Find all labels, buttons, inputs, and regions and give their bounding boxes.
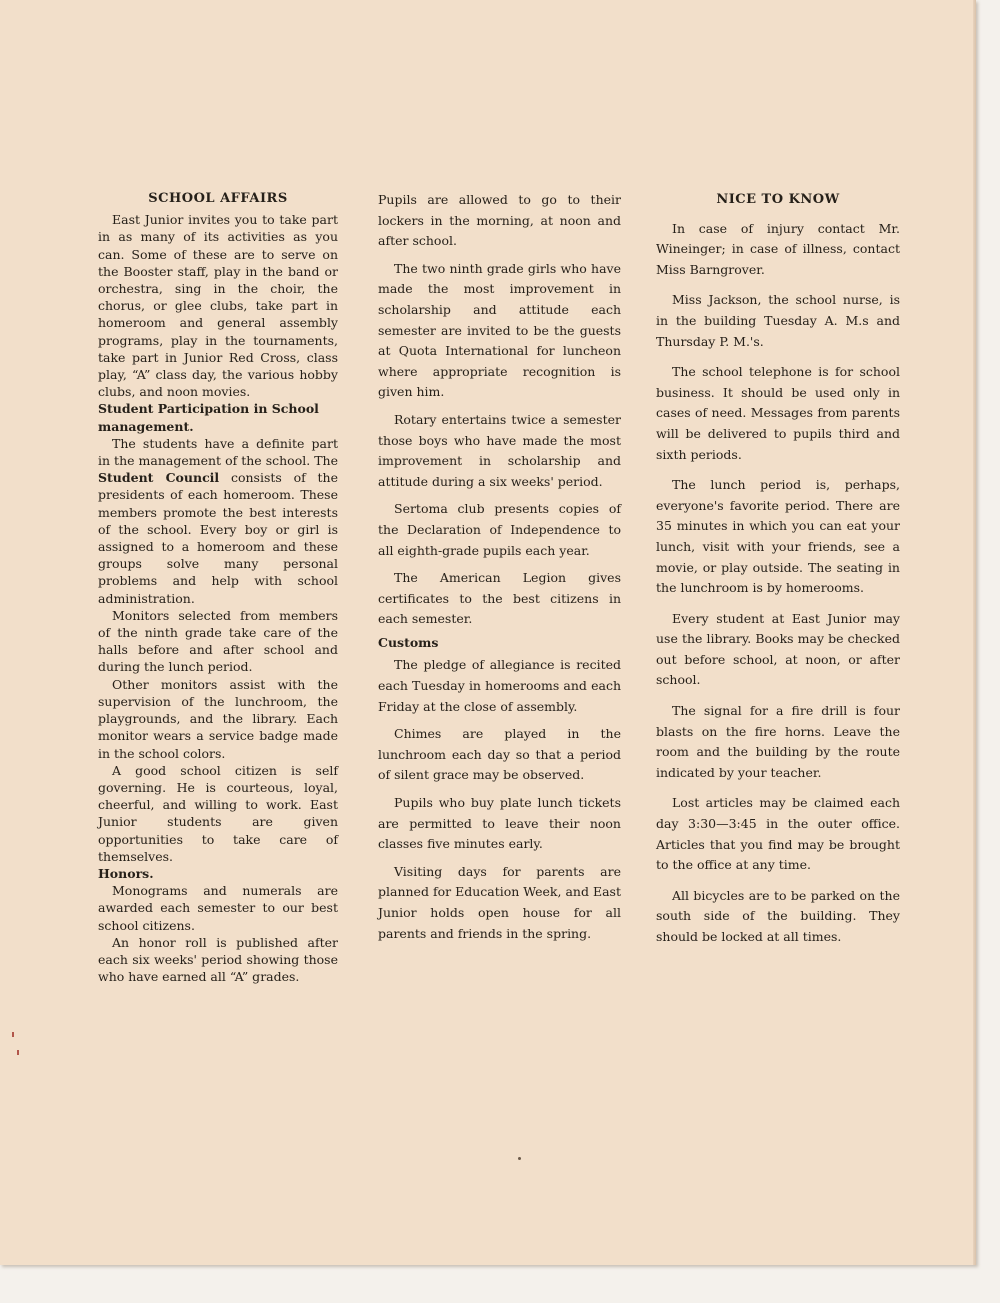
school-affairs-intro: East Junior invites you to take part in as many of its activities as you can. Some of these are to serve on the Booster staff, play in the band or orchestra, sing in the choir, the chorus, or glee clubs, take part in homeroom and general assembly programs, play in the tournaments, take part in Junior Red Cross, class play, “A” class day, the various hobby clubs, and noon movies. xyxy=(98,212,338,400)
bicycles-paragraph: All bicycles are to be parked on the south side of the building. They should be locked at all times. xyxy=(656,887,900,944)
telephone-paragraph: The school telephone is for school business. It should be used only in cases of need. Messages from parents will be delivered to pupils third and sixth periods. xyxy=(656,364,900,462)
student-council-paragraph xyxy=(98,435,338,607)
lunch-period-paragraph: The lunch period is, perhaps, everyone's favorite period. There are 35 minutes in which you can eat your lunch, visit with your friends, see a movie, or play outside. The seating in the lunchroom is by homerooms. xyxy=(656,477,900,596)
fire-drill-paragraph: The signal for a fire drill is four blasts on the fire horns. Leave the room and the building by the route indicated by your teacher. xyxy=(656,703,900,780)
activities-column xyxy=(378,190,621,951)
student-council-text-b: consists of the presidents of each homeroom. These members promote the best interests of the school. Every boy or girl is assigned to a homeroom and these groups solve many personal problems and help with school administration. xyxy=(98,470,338,606)
lockers-paragraph: Pupils are allowed to go to their lockers in the morning, at noon and after school. xyxy=(378,192,621,249)
margin-mark xyxy=(17,1050,19,1055)
school-affairs-title: SCHOOL AFFAIRS xyxy=(148,191,288,206)
student-council-text-a: The students have a definite part in the management of the school. The xyxy=(98,435,338,469)
student-participation-heading: Student Participation in School management. xyxy=(98,401,319,434)
nice-to-know-title: NICE TO KNOW xyxy=(716,192,840,207)
american-legion-paragraph: The American Legion gives certificates to the best citizens in each semester. xyxy=(378,570,621,627)
pledge-paragraph: The pledge of allegiance is recited each Tuesday in homerooms and each Friday at the close of assembly. xyxy=(378,657,621,714)
good-citizen-paragraph: A good school citizen is self governing. He is courteous, loyal, cheerful, and willing to work. East Junior students are given opportunities to take care of themselves. xyxy=(98,762,338,864)
visiting-days-paragraph: Visiting days for parents are planned for Education Week, and East Junior holds open house for all parents and friends in the spring. xyxy=(378,863,621,941)
customs-heading: Customs xyxy=(378,634,439,650)
library-paragraph: Every student at East Junior may use the library. Books may be checked out before school, at noon, or after school. xyxy=(656,610,900,688)
honors-heading: Honors. xyxy=(98,865,154,881)
nice-to-know-column xyxy=(656,190,900,958)
other-monitors-paragraph: Other monitors assist with the supervision of the lunchroom, the playgrounds, and the library. Each monitor wears a service badge made in the school colors. xyxy=(98,676,338,761)
student-council-term: Student Council xyxy=(98,470,220,486)
chimes-paragraph: Chimes are played in the lunchroom each day so that a period of silent grace may be observed. xyxy=(378,726,621,783)
nurse-paragraph: Miss Jackson, the school nurse, is in the building Tuesday A. M.s and Thursday P. M.'s. xyxy=(656,292,900,349)
school-affairs-column xyxy=(98,190,338,985)
margin-mark xyxy=(12,1032,14,1037)
sertoma-paragraph: Sertoma club presents copies of the Declaration of Independence to all eighth-grade pupils each year. xyxy=(378,501,621,558)
lost-articles-paragraph: Lost articles may be claimed each day 3:30—3:45 in the outer office. Articles that you find may be brought to the office at any time. xyxy=(656,795,900,873)
injury-paragraph: In case of injury contact Mr. Wineinger; in case of illness, contact Miss Barngrover. xyxy=(656,220,900,277)
quota-paragraph: The two ninth grade girls who have made the most improvement in scholarship and attitude each semester are invited to be the guests at Quota International for luncheon where appropriate recognition is given him. xyxy=(378,260,621,400)
monograms-paragraph: Monograms and numerals are awarded each semester to our best school citizens. xyxy=(98,883,338,933)
honor-roll-paragraph: An honor roll is published after each six weeks' period showing those who have earned all “A” grades. xyxy=(98,934,338,985)
rotary-paragraph: Rotary entertains twice a semester those boys who have made the most improvement in scholarship and attitude during a six weeks' period. xyxy=(378,411,621,489)
paper-speck xyxy=(518,1157,521,1160)
plate-lunch-paragraph: Pupils who buy plate lunch tickets are permitted to leave their noon classes five minutes early. xyxy=(378,795,621,852)
monitors-paragraph: Monitors selected from members of the ninth grade take care of the halls before and after school and during the lunch period. xyxy=(98,607,338,675)
